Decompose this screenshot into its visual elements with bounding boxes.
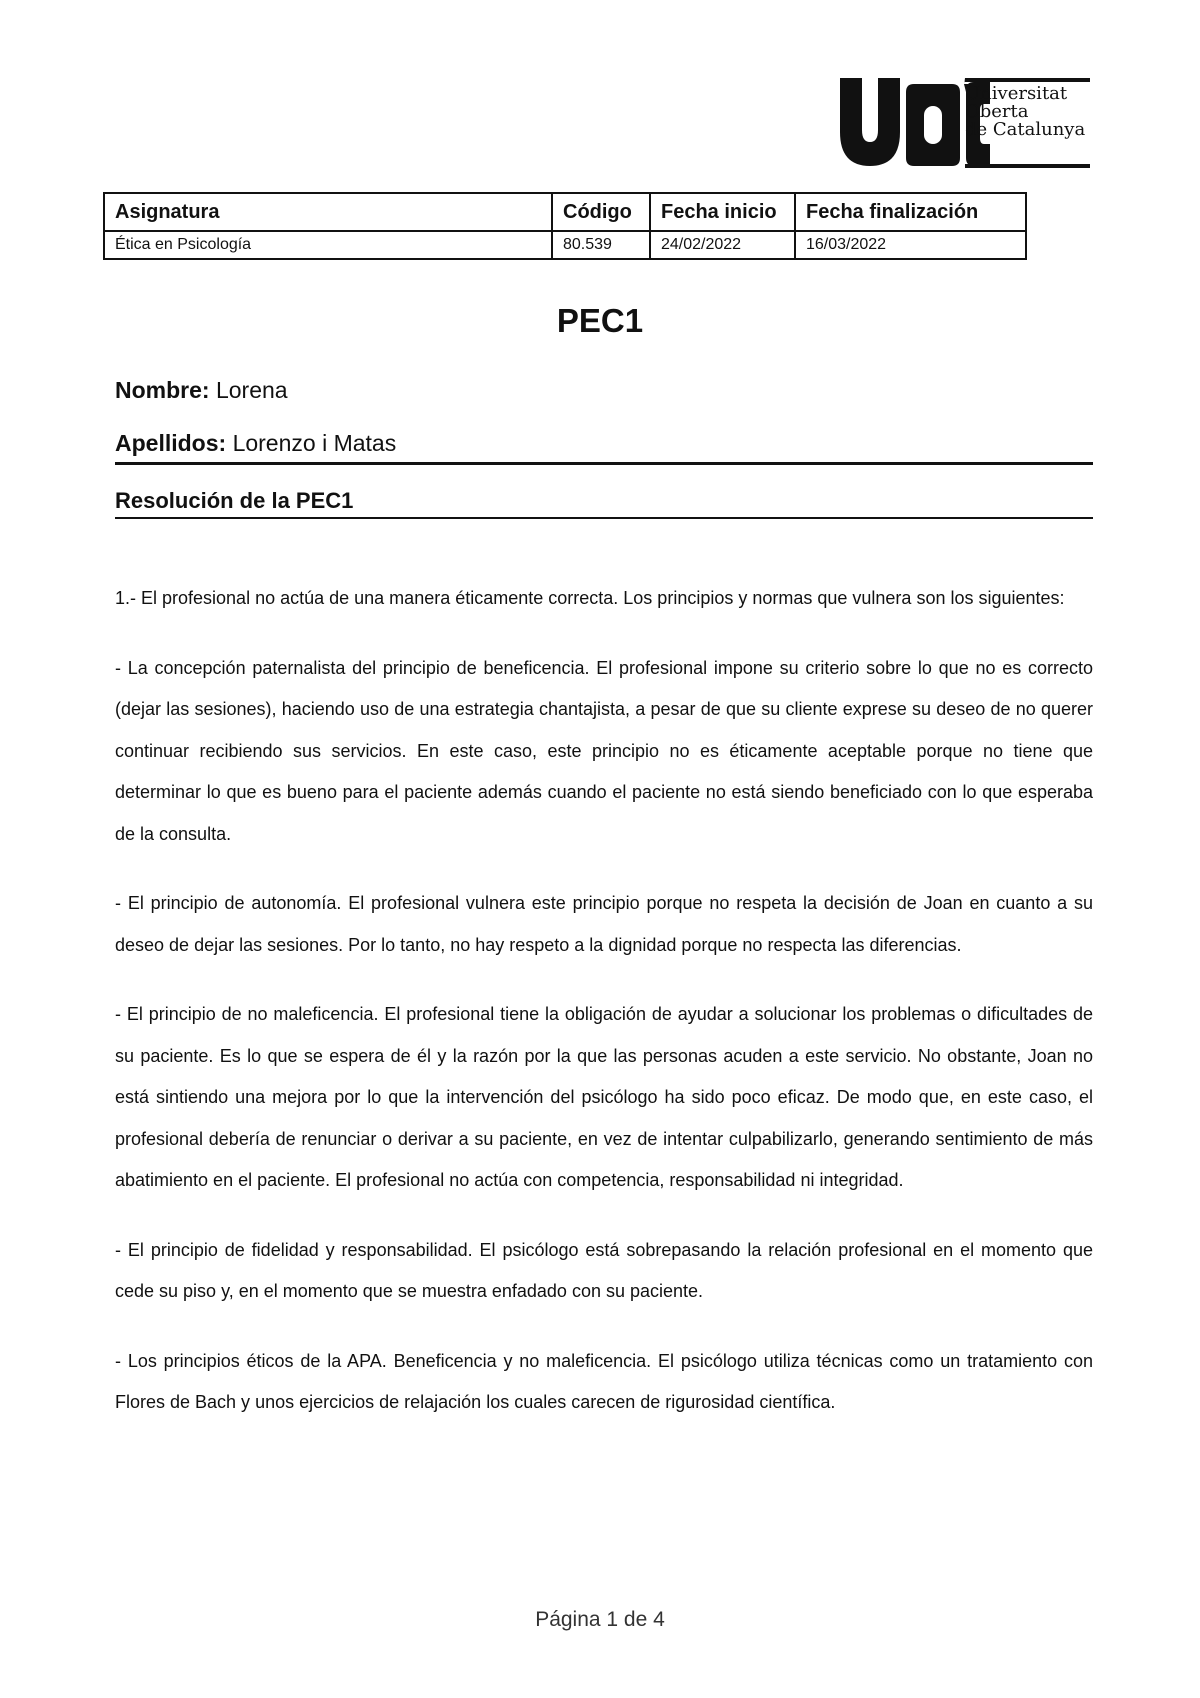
cell-fecha-inicio: 24/02/2022 [650, 231, 795, 259]
paragraph-intro: 1.- El profesional no actúa de una manera éticamente correcta. Los principios y normas que vulnera son los siguientes: [115, 588, 1065, 608]
apellidos-field [115, 430, 396, 457]
document-title: PEC1 [556, 302, 644, 339]
logo-line-2: Oberta [965, 101, 1029, 122]
apellidos-label: Apellidos: [115, 430, 227, 456]
apellidos-divider [115, 462, 1093, 465]
logo-line-3: de Catalunya [965, 119, 1086, 140]
page-number: Página 1 de 4 [535, 1608, 665, 1631]
logo-wordmark [965, 85, 1090, 139]
table-row [104, 231, 1026, 259]
header-asignatura: Asignatura [104, 193, 552, 231]
nombre-label: Nombre: [115, 377, 210, 403]
header-fecha-finalizacion: Fecha finalización [795, 193, 1026, 231]
course-info-table [103, 192, 1027, 260]
paragraph-beneficencia: - La concepción paternalista del principio de beneficencia. El profesional impone su criterio sobre lo que no es correcto (dejar las sesiones), haciendo uso de una estrategia chantajista, a pesar de que su cliente exprese su deseo de no querer continuar recibiendo sus servicios. En este caso, este principio no es éticamente aceptable porque no tiene que determinar lo que es bueno para el paciente además cuando el paciente no está siendo beneficiado con lo que esperaba de la consulta. [115, 657, 1093, 844]
paragraph-autonomia: - El principio de autonomía. El profesional vulnera este principio porque no respeta la decisión de Joan en cuanto a su deseo de dejar las sesiones. Por lo tanto, no hay respeto a la dignidad porque no respecta las diferencias. [115, 893, 1093, 955]
paragraph-fidelidad: - El principio de fidelidad y responsabilidad. El psicólogo está sobrepasando la relación profesional en el momento que cede su piso y, en el momento que se muestra enfadado con su paciente. [115, 1239, 1093, 1301]
apellidos-value: Lorenzo i Matas [232, 430, 397, 456]
cell-asignatura: Ética en Psicología [104, 231, 552, 259]
paragraph-apa: - Los principios éticos de la APA. Beneficencia y no maleficencia. El psicólogo utiliza técnicas como un tratamiento con Flores de Bach y unos ejercicios de relajación los cuales carecen de rigurosidad científica. [115, 1350, 1093, 1412]
logo-line-1: Universitat [965, 83, 1068, 104]
nombre-field [115, 377, 288, 404]
section-title: Resolución de la PEC1 [115, 488, 354, 513]
cell-codigo: 80.539 [552, 231, 650, 259]
section-divider [115, 517, 1093, 519]
logo-top-rule [965, 78, 1090, 82]
header-fecha-inicio: Fecha inicio [650, 193, 795, 231]
logo-bottom-rule [965, 164, 1090, 168]
header-codigo: Código [552, 193, 650, 231]
paragraph-no-maleficencia: - El principio de no maleficencia. El profesional tiene la obligación de ayudar a solucionar los problemas o dificultades de su paciente. Es lo que se espera de él y la razón por la que las personas acuden a este servicio. No obstante, Joan no está sintiendo una mejora por lo que la intervención del psicólogo ha sido poco eficaz. De modo que, en este caso, el profesional debería de renunciar o derivar a su paciente, en vez de intentar culpabilizarlo, generando sentimiento de más abatimiento en el paciente. El profesional no actúa con competencia, responsabilidad ni integridad. [115, 1004, 1093, 1190]
table-header-row [104, 193, 1026, 231]
answer-body [115, 578, 1093, 1452]
cell-fecha-finalizacion: 16/03/2022 [795, 231, 1026, 259]
nombre-value: Lorena [215, 377, 288, 403]
